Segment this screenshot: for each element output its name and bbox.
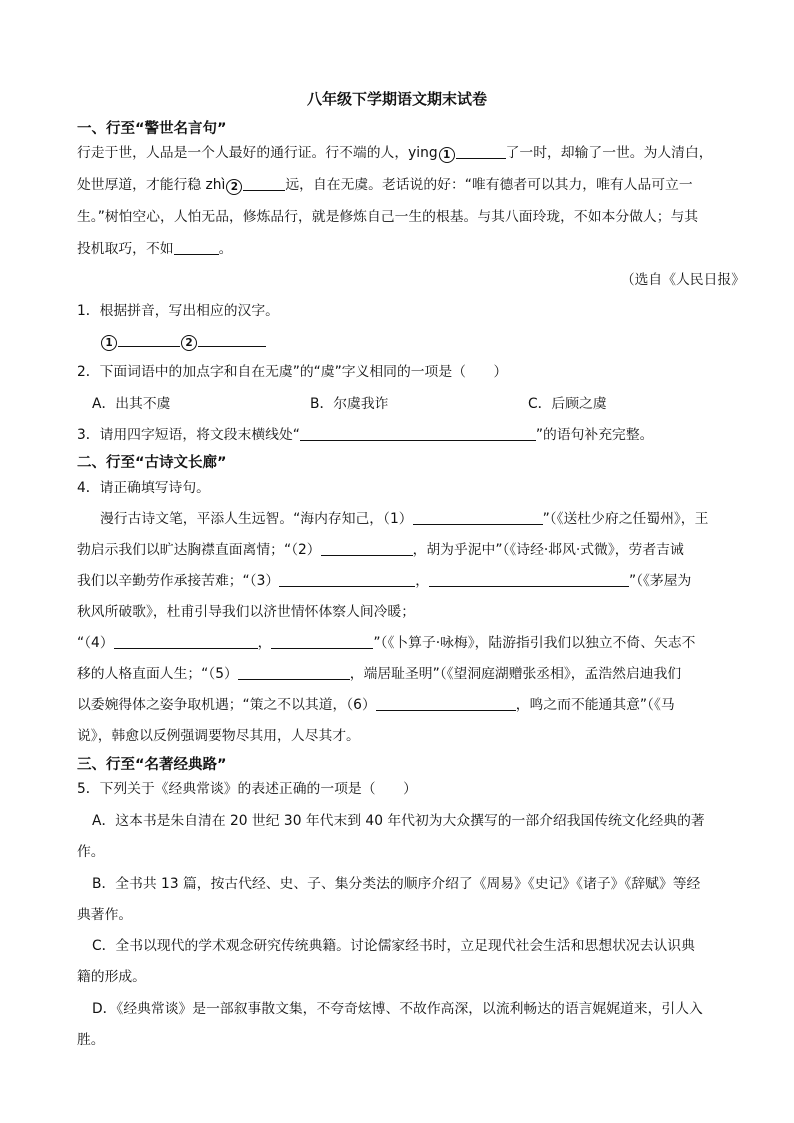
passage-line-3: 生。”树怕空心，人怕无品，修炼品行，就是修炼自己一生的根基。与其八面玲珑，不如本分做人；与其 (77, 209, 699, 225)
passage-line-4: 投机取巧，不如 。 (77, 241, 233, 257)
question-5: 5．下列关于《经典常谈》的表述正确的一项是（ ） (77, 781, 417, 797)
passage-source: （选自《人民日报》 (620, 272, 745, 288)
question-4: 4．请正确填写诗句。 (77, 480, 210, 496)
poem-line-4: 秋风所破歌》，杜甫引导我们以济世情怀体察人间冷暖； (77, 604, 416, 620)
answer-blank[interactable] (300, 425, 536, 441)
answer-blank[interactable] (238, 664, 350, 680)
option-d-line-2[interactable]: 胜。 (77, 1032, 105, 1048)
answer-blank[interactable] (429, 571, 629, 587)
answer-blank[interactable] (114, 633, 258, 649)
blank-marker-1: 1 (101, 335, 117, 351)
poem-line-3: 我们以辛勤劳作承接苦难；“（3） ， ”（《茅屋为 (77, 573, 692, 589)
section-heading-2: 二、行至“古诗文长廊” (77, 455, 227, 471)
option-a-line-1[interactable]: A．这本书是朱自清在 20 世纪 30 年代末到 40 年代初为大众撰写的一部介绍我国传统文化经典的著 (92, 813, 705, 829)
question-1-blanks (100, 331, 768, 351)
answer-blank[interactable] (174, 239, 219, 255)
option-b[interactable]: B．尔虞我诈 (310, 396, 389, 412)
blank-marker-2: 2 (181, 335, 197, 351)
blank-marker-1: 1 (439, 147, 455, 163)
option-a-line-2[interactable]: 作。 (77, 844, 105, 860)
answer-blank[interactable] (321, 540, 413, 556)
question-2-options (92, 394, 760, 414)
blank-marker-2: 2 (226, 179, 242, 195)
poem-line-7: 以委婉得体之姿争取机遇；“策之不以其道，（6） ，鸣之而不能通其意”（《马 (77, 697, 675, 713)
section-heading-3: 三、行至“名著经典路” (77, 757, 227, 773)
option-a[interactable]: A．出其不虞 (92, 396, 171, 412)
question-2: 2．下面词语中的加点字和自在无虞”的“虞”字义相同的一项是（ ） (77, 364, 508, 380)
poem-line-1: 漫行古诗文笔，平添人生远智。“海内存知己，（1） ”（《送杜少府之任蜀州》，王 (100, 511, 709, 527)
option-c-line-1[interactable]: C．全书以现代的学术观念研究传统典籍。讨论儒家经书时，立足现代社会生活和思想状况去认识典 (92, 938, 695, 954)
answer-blank[interactable] (279, 571, 415, 587)
option-b-line-1[interactable]: B．全书共 13 篇，按古代经、史、子、集分类法的顺序介绍了《周易》《史记》《诸子》《辞赋》等经 (92, 876, 701, 892)
answer-blank[interactable] (198, 331, 266, 347)
option-b-line-2[interactable]: 典著作。 (77, 907, 133, 923)
poem-line-2: 勃启示我们以旷达胸襟直面离情；“（2） ，胡为乎泥中”（《诗经·邶风·式微》，劳者吉诫 (77, 542, 684, 558)
answer-blank[interactable] (413, 509, 543, 525)
answer-blank[interactable] (243, 175, 285, 191)
poem-line-5: “（4） ， ”（《卜算子·咏梅》，陆游指引我们以独立不倚、矢志不 (77, 635, 696, 651)
answer-blank[interactable] (271, 633, 373, 649)
answer-blank[interactable] (456, 143, 506, 159)
poem-line-8: 说》，韩愈以反例强调要物尽其用，人尽其才。 (77, 728, 360, 744)
option-c-line-2[interactable]: 籍的形成。 (77, 969, 146, 985)
question-1: 1．根据拼音，写出相应的汉字。 (77, 303, 279, 319)
answer-blank[interactable] (118, 331, 180, 347)
passage-line-2: 处世厚道，才能行稳 zhì 2 远，自在无虞。老话说的好：“唯有德者可以其力，唯有人品可立一 (77, 177, 693, 193)
option-d-line-1[interactable]: D．《经典常谈》是一部叙事散文集，不夸奇炫博、不故作高深，以流利畅达的语言娓娓道来，引人入 (92, 1001, 703, 1017)
section-heading-1: 一、行至“警世名言句” (77, 121, 227, 137)
option-c[interactable]: C．后顾之虞 (528, 396, 607, 412)
poem-line-6: 移的人格直面人生；“（5） ，端居耻圣明”（《望洞庭湖赠张丞相》，孟浩然启迪我们 (77, 666, 682, 682)
passage-line-1: 行走于世，人品是一个人最好的通行证。行不端的人，ying 1 了一时，却输了一世。为人清白， (77, 145, 713, 161)
page-title: 八年级下学期语文期末试卷 (306, 90, 487, 108)
question-3: 3．请用四字短语，将文段末横线处“ ”的语句补充完整。 (77, 427, 654, 443)
answer-blank[interactable] (376, 695, 516, 711)
